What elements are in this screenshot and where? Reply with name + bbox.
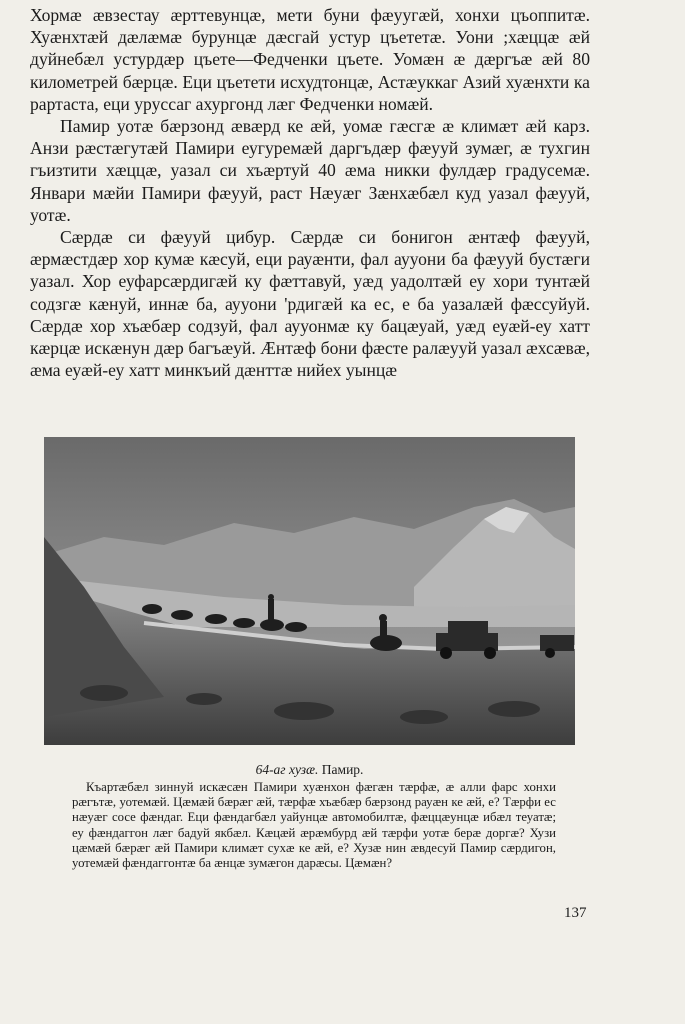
figure-caption-title [44,762,575,778]
figure-caption-text: Къартæбæл зиннуй искæсæн Памири хуæнхон фæгæн тæрфæ, æ алли фарс хонхи рæгътæ, уотемæй. Цæмæй бæрæг æй, тæрфæ хъæбæр бæрзонд рауæн ке æй, е? Тæрфи ес нæуæг сосе фæндаг. Еци фæндагбæл уайунцæ автомобилтæ, фæццæунцæ ибæл теуатæ; еу фæндаггон лæг бадуй якбæл. Кæцæй æрæмбурд æй тæрфи уотæ берæ доргæ? Хузи цæмæй бæрæг æй Памири климæт сухæ ке æй, е? Хузæ нин æвдесуй Памир сæрдигон, уотемæй фæндаггонтæ ба æнцæ зумæгон дарæсы. Цæмæн? [72,780,556,871]
body-text [30,4,590,381]
pamir-photo [44,437,575,745]
figure-caption-body [72,780,556,871]
paragraph-1: Хормæ æвзестау æрттевунцæ, мети буни фæуугæй, хонхи цъоппитæ. Хуæнхтæй дæлæмæ бурунцæ дæсгай устур цъететæ. Уони ;хæццæ æй дуйнебæл устурдæр цъете—Федченки цъете. Уомæн æ дæргъæ æй 80 километрей бæрцæ. Еци цъетети исхудтонцæ, Астæуккаг Азий хуæнхти ка рартаста, еци уруссаг ахургонд лæг Федченки номæй. [30,5,590,114]
pamir-landscape-illustration [44,437,575,745]
figure-number: 64-аг хузæ. [255,762,319,777]
page-number: 137 [564,905,587,921]
figure-title: Памир. [321,762,364,777]
paragraph-2: Памир уотæ бæрзонд æвæрд ке æй, уомæ гæсгæ æ климæт æй карз. Анзи рæстæгутæй Памири еугуремæй даргъдæр фæууй зумæг, æ тухгин гъизтити хæццæ, уазал си хъæртуй 40 æма никки фулдæр градусемæ. Январи мæйи Памири фæууй, раст Нæуæг Зæнхæбæл куд уазал фæууй, уотæ. [30,116,590,225]
paragraph-3: Сæрдæ си фæууй цибур. Сæрдæ си бонигон æнтæф фæууй, æрмæстдæр хор кумæ кæсуй, еци рауæнти, фал аууони ба фæууй бустæги уазал. Хор еуфарсæрдигæй ку фæттавуй, уæд уадолтæй еу хори тунтæй содзгæ кæнуй, иннæ ба, аууони 'рдигæй ка ес, е ба уазалæй фæссуйуй. Сæрдæ хор хъæбæр содзуй, фал аууонмæ ку бацæуай, уæд еуæй-еу хатт кæрцæ искæнун дæр багъæуй. Æнтæф бони фæсте ралæууй уазал æхсæвæ, æма еуæй-еу хатт минкъий дæнттæ нийех уынцæ [30,227,590,381]
